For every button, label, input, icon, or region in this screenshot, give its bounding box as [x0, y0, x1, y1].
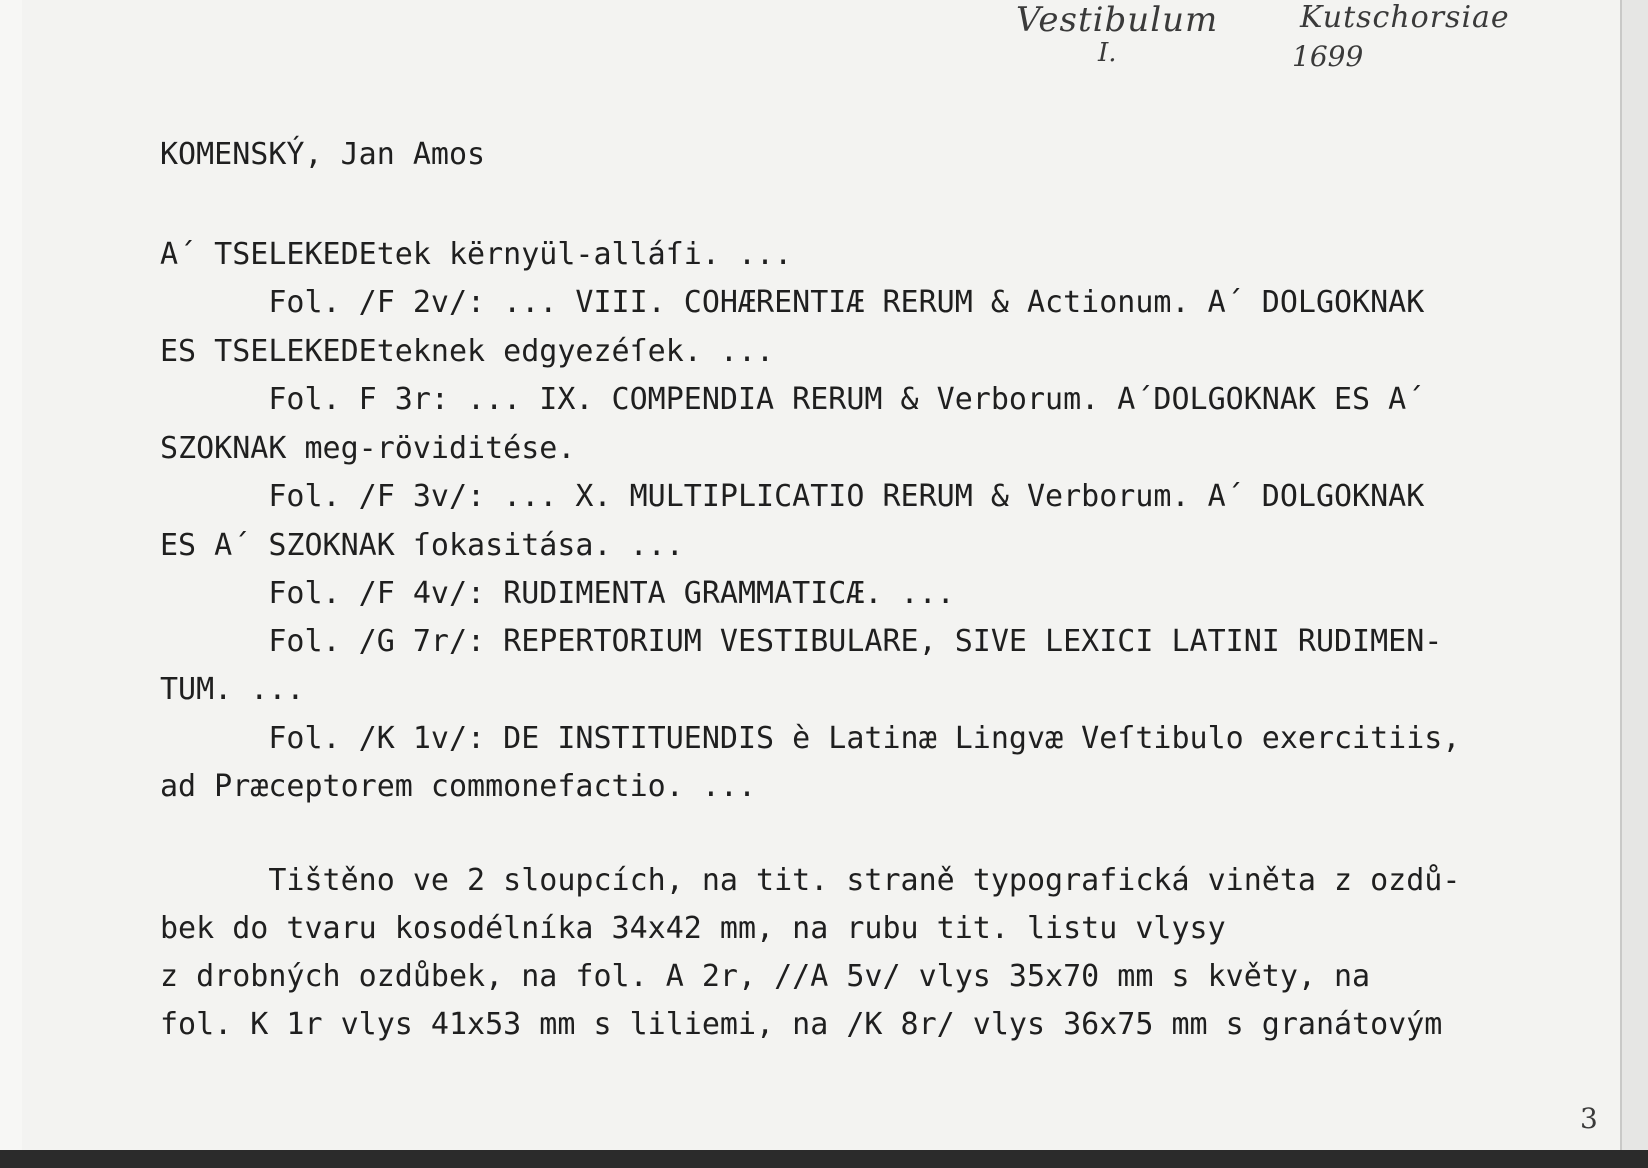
- entry-line: ES TSELEKEDEteknek edgyezéſek. ...: [160, 334, 775, 369]
- entry-line: TUM. ...: [160, 672, 305, 707]
- description-line: z drobných ozdůbek, na fol. A 2r, //A 5v/ vlys 35x70 mm s květy, na: [160, 959, 1371, 994]
- description-line: bek do tvaru kosodélníka 34x42 mm, na rubu tit. listu vlysy: [160, 911, 1226, 946]
- entry-line: ES A´ SZOKNAK ſokasitása. ...: [160, 528, 684, 563]
- scan-bottom-border: [0, 1150, 1648, 1168]
- description-line: Tištěno ve 2 sloupcích, na tit. straně typografická viněta z ozdů-: [160, 863, 1461, 898]
- entry-line: Fol. /F 4v/: RUDIMENTA GRAMMATICÆ. ...: [160, 576, 955, 611]
- handwritten-page-number: 3: [1580, 1102, 1598, 1135]
- card-right-edge: [1620, 0, 1648, 1168]
- entry-line: A´ TSELEKEDEtek kërnyül-alláſi. ...: [160, 237, 793, 272]
- entry-line: ad Præceptorem commonefactio. ...: [160, 769, 757, 804]
- handwritten-title-note: Vestibulum: [1016, 0, 1219, 40]
- author-heading: KOMENSKÝ, Jan Amos: [160, 137, 486, 172]
- entry-line: Fol. /F 2v/: ... VIII. COHÆRENTIÆ RERUM & Actionum. A´ DOLGOKNAK: [160, 285, 1425, 320]
- entry-line: Fol. /G 7r/: REPERTORIUM VESTIBULARE, SIVE LEXICI LATINI RUDIMEN-: [160, 624, 1443, 659]
- handwritten-place-note: Kutschorsiae: [1300, 0, 1510, 35]
- description-line: fol. K 1r vlys 41x53 mm s liliemi, na /K 8r/ vlys 36x75 mm s granátovým: [160, 1007, 1443, 1042]
- entry-line: SZOKNAK meg-röviditése.: [160, 431, 576, 466]
- handwritten-volume-mark: I.: [1098, 38, 1117, 68]
- entry-line: Fol. F 3r: ... IX. COMPENDIA RERUM & Verborum. A´DOLGOKNAK ES A´: [160, 382, 1425, 417]
- entry-line: Fol. /K 1v/: DE INSTITUENDIS è Latinæ Lingvæ Veſtibulo exercitiis,: [160, 721, 1461, 756]
- entry-line: Fol. /F 3v/: ... X. MULTIPLICATIO RERUM & Verborum. A´ DOLGOKNAK: [160, 479, 1425, 514]
- handwritten-year: 1699: [1292, 40, 1364, 73]
